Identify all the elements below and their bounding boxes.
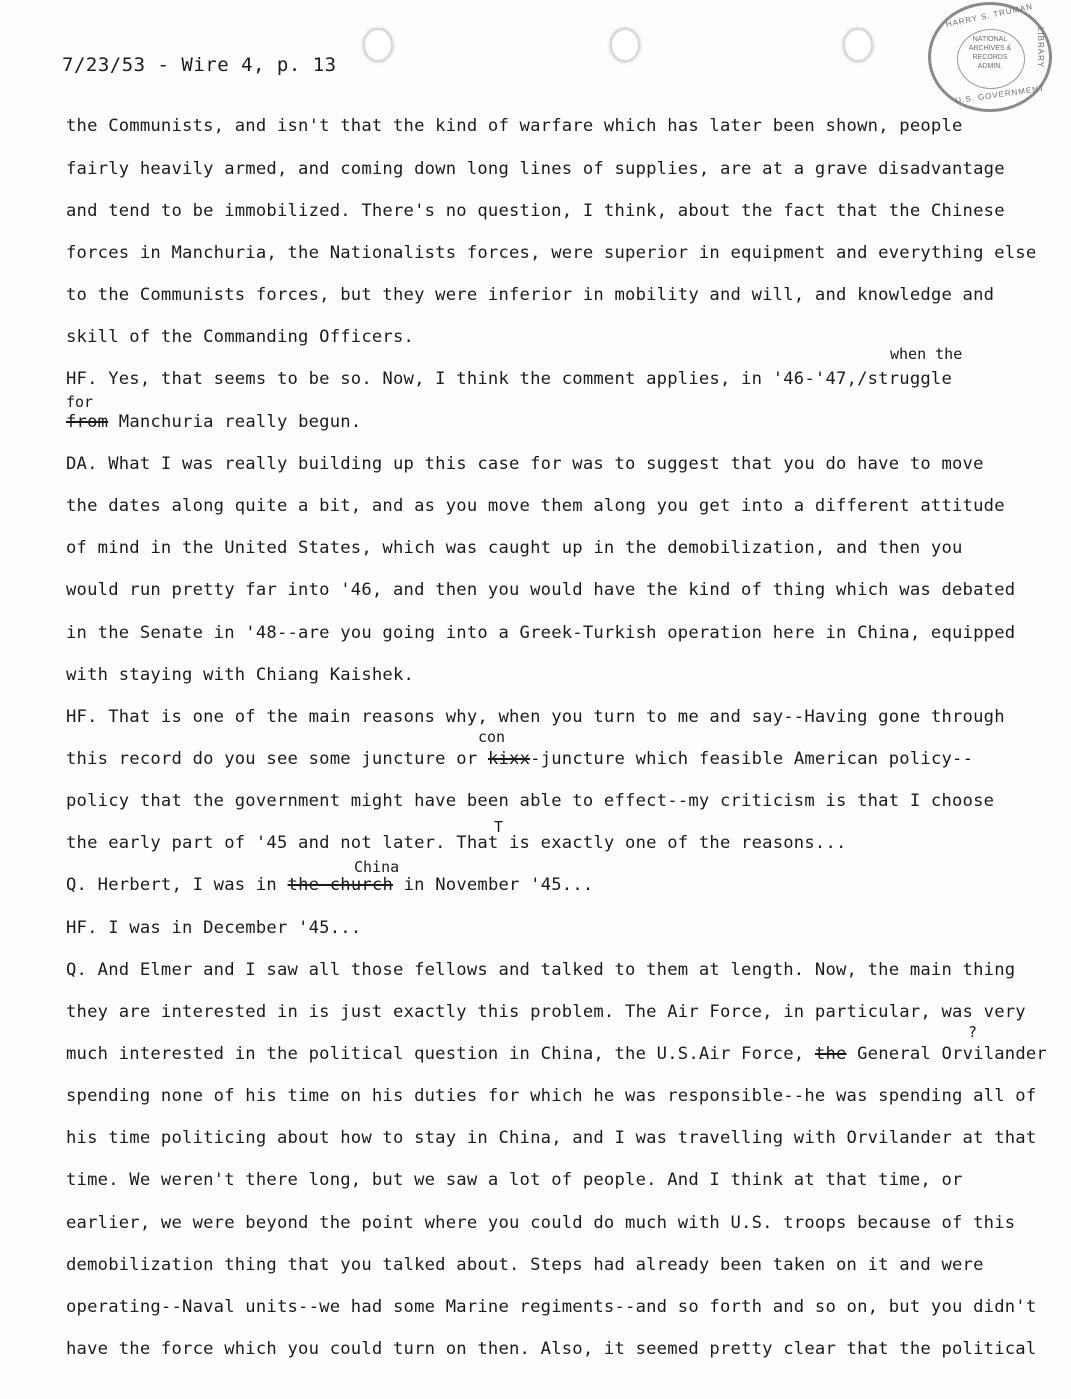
text-line-5: to the Communists forces, but they were inferior in mobility and will, and knowledge and <box>66 285 995 305</box>
text-line-13: in the Senate in '48--are you going into a Greek-Turkish operation here in China, equipped <box>66 623 1016 643</box>
insertion-question-mark: ? <box>968 1023 978 1041</box>
punch-hole-left <box>363 28 393 62</box>
punch-hole-right <box>843 28 873 62</box>
text-line-26: time. We weren't there long, but we saw a lot of people. And I think at that time, or <box>66 1170 963 1190</box>
text-line-19 <box>66 875 593 895</box>
text-line-30: have the force which you could turn on then. Also, it seemed pretty clear that the political <box>66 1339 1037 1359</box>
text-line-19-end: in November '45... <box>403 875 594 895</box>
text-line-11: of mind in the United States, which was caught up in the demobilization, and then you <box>66 538 963 558</box>
text-line-16 <box>66 749 973 769</box>
insertion-when-the: when the <box>890 345 963 363</box>
stamp-center-text <box>959 35 1021 71</box>
insertion-T: T <box>494 818 504 836</box>
text-line-23 <box>66 1044 1047 1064</box>
text-line-28: demobilization thing that you talked about. Steps had already been taken on it and were <box>66 1255 984 1275</box>
stamp-top-text: HARRY S. TRUMAN <box>945 1 1034 30</box>
text-line-15: HF. That is one of the main reasons why, when you turn to me and say--Having gone through <box>66 707 1005 727</box>
text-line-10: the dates along quite a bit, and as you move them along you get into a different attitude <box>66 496 1005 516</box>
text-line-8 <box>66 412 361 432</box>
text-line-8-body: Manchuria really begun. <box>118 412 362 432</box>
text-line-20: HF. I was in December '45... <box>66 918 362 938</box>
library-stamp <box>928 2 1052 112</box>
text-line-7: HF. Yes, that seems to be so. Now, I think the comment applies, in '46-'47,/struggle <box>66 369 953 389</box>
strikeout-the-church: the church <box>287 875 394 895</box>
text-line-9: DA. What I was really building up this case for was to suggest that you do have to move <box>66 454 984 474</box>
stamp-bottom-text: U.S. GOVERNMENT <box>954 83 1046 106</box>
insertion-con: con <box>478 728 506 746</box>
text-line-23-end: General Orvilander <box>857 1044 1047 1064</box>
text-line-4: forces in Manchuria, the Nationalists forces, were superior in equipment and everything else <box>66 243 1037 263</box>
stamp-center-line: ADMIN. <box>977 63 1003 70</box>
text-line-3: and tend to be immobilized. There's no question, I think, about the fact that the Chinese <box>66 201 1005 221</box>
strikeout-the: the <box>814 1044 847 1064</box>
text-line-27: earlier, we were beyond the point where you could do much with U.S. troops because of this <box>66 1213 1016 1233</box>
text-line-23-start: much interested in the political question in China, the U.S.Air Force, <box>66 1044 805 1064</box>
stamp-center-line: RECORDS <box>972 54 1008 61</box>
stamp-center-line: NATIONAL <box>972 36 1008 43</box>
text-line-12: would run pretty far into '46, and then you would have the kind of thing which was debated <box>66 580 1016 600</box>
text-line-2: fairly heavily armed, and coming down long lines of supplies, are at a grave disadvantage <box>66 159 1005 179</box>
insertion-for: for <box>66 393 94 411</box>
text-line-17: policy that the government might have been able to effect--my criticism is that I choose <box>66 791 995 811</box>
text-line-18: the early part of '45 and not later. That is exactly one of the reasons... <box>66 833 847 853</box>
text-line-16-end: -juncture which feasible American policy-- <box>530 749 974 769</box>
text-line-14: with staying with Chiang Kaishek. <box>66 665 415 685</box>
text-line-6: skill of the Commanding Officers. <box>66 327 415 347</box>
stamp-center-line: ARCHIVES & <box>968 45 1012 52</box>
text-line-22: they are interested in is just exactly this problem. The Air Force, in particular, was very <box>66 1002 1026 1022</box>
punch-hole-center <box>610 28 640 62</box>
insertion-china: China <box>354 858 400 876</box>
strikeout-from: from <box>66 412 109 432</box>
text-line-19-start: Q. Herbert, I was in <box>66 875 277 895</box>
text-line-21: Q. And Elmer and I saw all those fellows and talked to them at length. Now, the main thing <box>66 960 1016 980</box>
page-reference: 7/23/53 - Wire 4, p. 13 <box>62 54 337 76</box>
text-line-24: spending none of his time on his duties for which he was responsible--he was spending all of <box>66 1086 1037 1106</box>
stamp-side-text: LIBRARY <box>1036 27 1045 69</box>
text-line-25: his time politicing about how to stay in China, and I was travelling with Orvilander at that <box>66 1128 1037 1148</box>
text-line-1: the Communists, and isn't that the kind of warfare which has later been shown, people <box>66 116 963 136</box>
text-line-16-start: this record do you see some juncture or <box>66 749 478 769</box>
strikeout-kixx: kixx <box>487 749 531 769</box>
text-line-29: operating--Naval units--we had some Marine regiments--and so forth and so on, but you didn't <box>66 1297 1037 1317</box>
